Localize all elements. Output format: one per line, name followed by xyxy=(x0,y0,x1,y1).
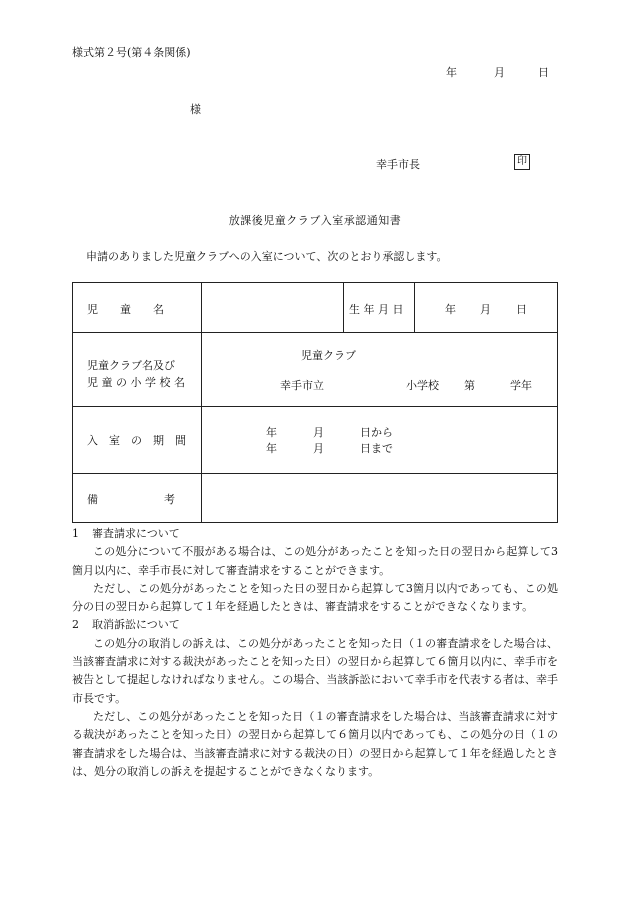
section1-paragraph1: この処分について不服がある場合は、この処分があったことを知った日の翌日から起算して3箇月以内に、幸手市長に対して審査請求をすることができます。 xyxy=(72,545,558,577)
intro-text: 申請のありました児童クラブへの入室について、次のとおり承認します。 xyxy=(86,250,448,263)
remarks-label: 備 考 xyxy=(87,493,175,506)
child-name-label: 児 童 名 xyxy=(87,303,164,316)
document-title: 放課後児童クラブ入室承認通知書 xyxy=(228,214,402,227)
section2-title: 取消訴訟について xyxy=(92,618,180,632)
date-month-label: 月 xyxy=(494,66,505,79)
section1-number: 1 xyxy=(72,527,79,540)
school-city: 幸手市立 xyxy=(280,379,324,392)
form-number: 様式第２号(第４条関係) xyxy=(72,46,191,59)
period-label: 入 室 の 期 間 xyxy=(87,434,186,447)
date-year-label: 年 xyxy=(446,66,457,79)
section2-paragraph2: ただし、この処分があったことを知った日（１の審査請求をした場合は、当該審査請求に対する裁決があったことを知った日）の翌日から起算して６箇月以内であっても、この処分の日（１の審査請求をした場合は、当該審査請求に対する裁決の日）の翌日から起算して１年を経過したときは、処分の取消しの訴えを提起することができなくなります。 xyxy=(72,709,558,778)
period-to-month: 月 xyxy=(313,442,324,455)
section1-heading xyxy=(72,525,558,543)
club-label-line1: 児童クラブ名及び xyxy=(87,359,175,372)
issuer-name: 幸手市長 xyxy=(376,158,420,171)
birthdate-month: 月 xyxy=(480,303,491,316)
birthdate-day: 日 xyxy=(516,303,527,316)
period-from-month: 月 xyxy=(313,426,324,439)
grade-suffix: 学年 xyxy=(510,379,532,392)
seal-mark: 印 xyxy=(514,154,530,170)
addressee-suffix: 様 xyxy=(190,103,201,116)
section1-paragraph2: ただし、この処分があったことを知った日の翌日から起算して3箇月以内であっても、この処分の日の翌日から起算して１年を経過したときは、審査請求をすることができなくなります。 xyxy=(72,581,558,614)
birthdate-label: 生 年 月 日 xyxy=(349,303,404,316)
period-to-day: 日まで xyxy=(360,442,393,455)
school-suffix: 小学校 xyxy=(406,379,439,392)
issue-date xyxy=(446,64,549,80)
section2-paragraph1: この処分の取消しの訴えは、この処分があったことを知った日（１の審査請求をした場合は、当該審査請求に対する裁決があったことを知った日）の翌日から起算して６箇月以内に、幸手市を被告として提起しなければなりません。この場合、当該訴訟において幸手市を代表する者は、幸手市長です。 xyxy=(72,636,558,705)
period-to-year: 年 xyxy=(266,442,277,455)
appeal-notes xyxy=(72,525,558,781)
section2-heading xyxy=(72,616,558,634)
approval-table xyxy=(72,282,558,523)
birthdate-year: 年 xyxy=(445,303,456,316)
grade-prefix: 第 xyxy=(464,379,475,392)
club-name-value: 児童クラブ xyxy=(301,349,356,362)
date-day-label: 日 xyxy=(538,66,549,79)
period-from-year: 年 xyxy=(266,426,277,439)
period-from-day: 日から xyxy=(360,426,393,439)
section1-title: 審査請求について xyxy=(92,527,180,540)
club-label-line2: 児 童 の 小 学 校 名 xyxy=(87,376,185,389)
section2-number: 2 xyxy=(72,618,79,632)
